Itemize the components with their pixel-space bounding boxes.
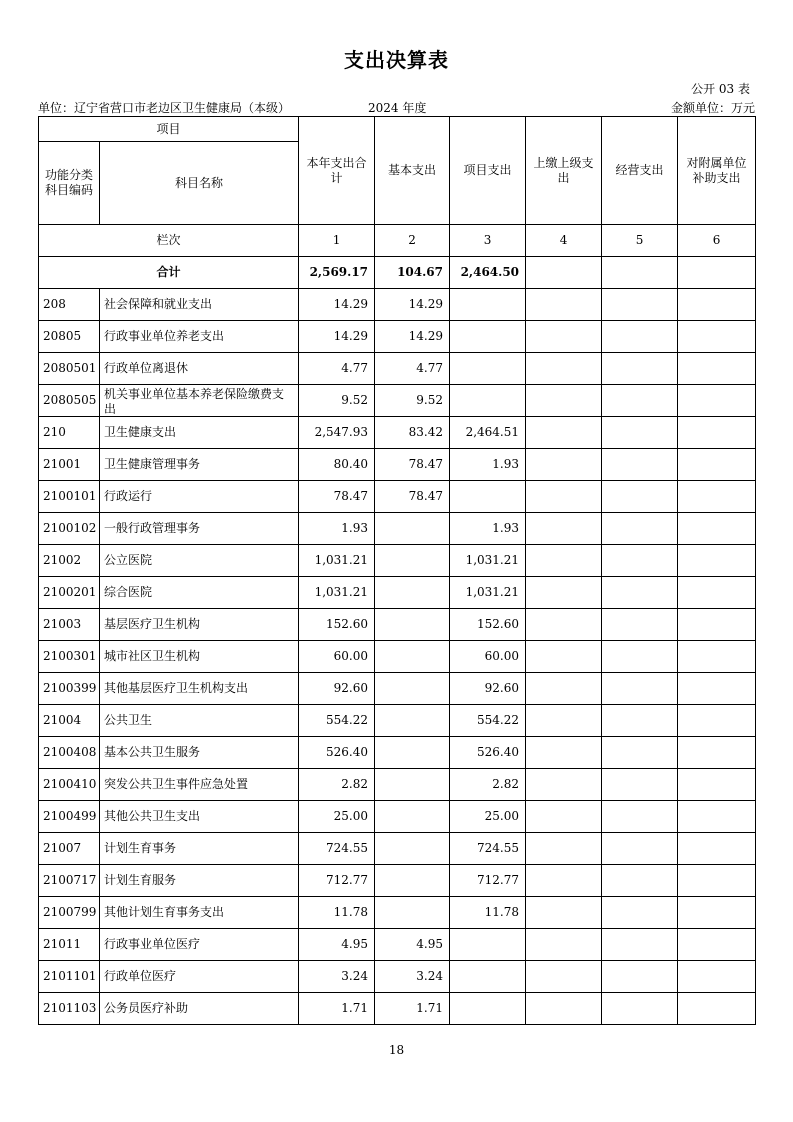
row-project <box>450 481 526 513</box>
row-subsidy <box>678 545 756 577</box>
row-code: 210 <box>39 417 100 449</box>
row-business <box>602 289 678 321</box>
row-subsidy <box>678 737 756 769</box>
row-total: 14.29 <box>299 289 375 321</box>
row-name <box>100 321 299 353</box>
row-upper <box>526 481 602 513</box>
row-name-text: 公共卫生 <box>104 713 153 727</box>
row-upper <box>526 641 602 673</box>
row-business <box>602 929 678 961</box>
row-project: 2,464.51 <box>450 417 526 449</box>
sequence-number: 5 <box>602 225 678 257</box>
row-total: 14.29 <box>299 321 375 353</box>
row-subsidy <box>678 801 756 833</box>
row-subsidy <box>678 833 756 865</box>
row-business <box>602 897 678 929</box>
row-total: 80.40 <box>299 449 375 481</box>
row-name <box>100 481 299 513</box>
row-name-text: 基本公共卫生服务 <box>104 745 201 759</box>
row-total: 11.78 <box>299 897 375 929</box>
row-upper <box>526 993 602 1025</box>
form-number: 公开 03 表 <box>691 82 750 96</box>
row-code: 2100201 <box>39 577 100 609</box>
header-basic: 基本支出 <box>375 117 450 225</box>
row-code: 2100410 <box>39 769 100 801</box>
total-business <box>602 257 678 289</box>
row-project <box>450 289 526 321</box>
row-name <box>100 385 299 417</box>
row-basic: 1.71 <box>375 993 450 1025</box>
row-basic: 4.95 <box>375 929 450 961</box>
table-row <box>39 481 756 513</box>
row-subsidy <box>678 897 756 929</box>
row-project: 152.60 <box>450 609 526 641</box>
row-code: 21011 <box>39 929 100 961</box>
row-upper <box>526 417 602 449</box>
row-code: 2100102 <box>39 513 100 545</box>
total-project: 2,464.50 <box>450 257 526 289</box>
row-subsidy <box>678 577 756 609</box>
table-row <box>39 993 756 1025</box>
row-name-text: 社会保障和就业支出 <box>104 297 213 311</box>
row-upper <box>526 513 602 545</box>
row-business <box>602 449 678 481</box>
row-business <box>602 609 678 641</box>
row-name-text: 城市社区卫生机构 <box>104 649 201 663</box>
row-code: 2100301 <box>39 641 100 673</box>
row-name <box>100 865 299 897</box>
row-name <box>100 993 299 1025</box>
row-name-text: 机关事业单位基本养老保险缴费支出 <box>104 386 285 415</box>
sequence-number: 2 <box>375 225 450 257</box>
row-business <box>602 961 678 993</box>
row-upper <box>526 577 602 609</box>
row-total: 1.71 <box>299 993 375 1025</box>
row-name <box>100 513 299 545</box>
row-code: 2100799 <box>39 897 100 929</box>
sequence-number: 3 <box>450 225 526 257</box>
row-name-text: 行政单位医疗 <box>104 969 177 983</box>
row-basic <box>375 897 450 929</box>
row-name-text: 一般行政管理事务 <box>104 521 201 535</box>
sequence-label: 栏次 <box>39 225 299 257</box>
row-name <box>100 449 299 481</box>
row-code: 2101101 <box>39 961 100 993</box>
table-row <box>39 961 756 993</box>
row-subsidy <box>678 417 756 449</box>
header-project: 项目支出 <box>450 117 526 225</box>
row-subsidy <box>678 961 756 993</box>
table-row <box>39 449 756 481</box>
row-name-text: 计划生育服务 <box>104 873 177 887</box>
row-total: 1,031.21 <box>299 545 375 577</box>
row-upper <box>526 353 602 385</box>
row-upper <box>526 801 602 833</box>
row-project: 554.22 <box>450 705 526 737</box>
row-basic <box>375 609 450 641</box>
row-basic <box>375 641 450 673</box>
row-name-text: 公立医院 <box>104 553 153 567</box>
row-business <box>602 833 678 865</box>
row-total: 25.00 <box>299 801 375 833</box>
row-basic <box>375 769 450 801</box>
row-basic: 78.47 <box>375 449 450 481</box>
row-project <box>450 385 526 417</box>
reporting-unit: 单位：辽宁省营口市老边区卫生健康局（本级） <box>38 101 291 115</box>
row-name <box>100 673 299 705</box>
row-subsidy <box>678 289 756 321</box>
total-basic: 104.67 <box>375 257 450 289</box>
table-row <box>39 513 756 545</box>
row-name-text: 行政单位离退休 <box>104 361 189 375</box>
header-total: 本年支出合计 <box>299 117 375 225</box>
row-upper <box>526 929 602 961</box>
header-code: 功能分类科目编码 <box>39 142 100 225</box>
row-name <box>100 545 299 577</box>
row-subsidy <box>678 705 756 737</box>
row-basic <box>375 833 450 865</box>
row-subsidy <box>678 865 756 897</box>
row-name <box>100 577 299 609</box>
row-upper <box>526 737 602 769</box>
row-total: 4.95 <box>299 929 375 961</box>
row-business <box>602 865 678 897</box>
row-total: 4.77 <box>299 353 375 385</box>
row-total: 9.52 <box>299 385 375 417</box>
table-row <box>39 865 756 897</box>
table-row <box>39 353 756 385</box>
row-code: 2100399 <box>39 673 100 705</box>
row-name-text: 其他基层医疗卫生机构支出 <box>104 681 249 695</box>
row-code: 2100717 <box>39 865 100 897</box>
fiscal-year: 2024 年度 <box>368 101 427 115</box>
row-basic: 3.24 <box>375 961 450 993</box>
row-code: 2100408 <box>39 737 100 769</box>
row-project <box>450 321 526 353</box>
row-total: 152.60 <box>299 609 375 641</box>
table-row <box>39 737 756 769</box>
sequence-number: 4 <box>526 225 602 257</box>
money-unit: 金额单位：万元 <box>670 101 755 115</box>
table-row <box>39 897 756 929</box>
row-upper <box>526 545 602 577</box>
table-row <box>39 929 756 961</box>
sequence-row <box>39 225 756 257</box>
table-row <box>39 289 756 321</box>
row-total: 78.47 <box>299 481 375 513</box>
row-name <box>100 353 299 385</box>
row-project: 1.93 <box>450 513 526 545</box>
row-subsidy <box>678 353 756 385</box>
row-code: 20805 <box>39 321 100 353</box>
table-row <box>39 417 756 449</box>
row-basic <box>375 801 450 833</box>
row-project: 92.60 <box>450 673 526 705</box>
row-basic <box>375 577 450 609</box>
total-upper <box>526 257 602 289</box>
row-total: 3.24 <box>299 961 375 993</box>
row-business <box>602 353 678 385</box>
row-name-text: 行政事业单位养老支出 <box>104 329 225 343</box>
row-business <box>602 321 678 353</box>
row-business <box>602 993 678 1025</box>
row-name-text: 其他公共卫生支出 <box>104 809 201 823</box>
row-subsidy <box>678 513 756 545</box>
expenditure-table <box>38 116 756 1025</box>
table-row <box>39 801 756 833</box>
row-project: 1,031.21 <box>450 545 526 577</box>
row-basic <box>375 705 450 737</box>
row-project <box>450 929 526 961</box>
table-row <box>39 577 756 609</box>
row-basic: 14.29 <box>375 321 450 353</box>
row-project: 2.82 <box>450 769 526 801</box>
table-row <box>39 833 756 865</box>
row-business <box>602 513 678 545</box>
row-basic <box>375 673 450 705</box>
row-code: 21002 <box>39 545 100 577</box>
row-subsidy <box>678 449 756 481</box>
row-subsidy <box>678 769 756 801</box>
row-code: 2101103 <box>39 993 100 1025</box>
row-business <box>602 705 678 737</box>
row-code: 2080505 <box>39 385 100 417</box>
row-business <box>602 673 678 705</box>
header-item: 项目 <box>39 117 299 142</box>
row-name <box>100 833 299 865</box>
row-total: 712.77 <box>299 865 375 897</box>
row-basic <box>375 865 450 897</box>
row-name-text: 行政运行 <box>104 489 153 503</box>
row-upper <box>526 609 602 641</box>
row-subsidy <box>678 673 756 705</box>
row-project <box>450 353 526 385</box>
row-code: 2080501 <box>39 353 100 385</box>
row-name <box>100 737 299 769</box>
meta-row <box>38 99 755 115</box>
row-upper <box>526 673 602 705</box>
page-number: 18 <box>388 1043 405 1057</box>
row-subsidy <box>678 385 756 417</box>
table-row <box>39 641 756 673</box>
row-upper <box>526 289 602 321</box>
row-upper <box>526 449 602 481</box>
header-subsidy: 对附属单位补助支出 <box>678 117 756 225</box>
row-subsidy <box>678 641 756 673</box>
row-subsidy <box>678 609 756 641</box>
row-name <box>100 801 299 833</box>
row-upper <box>526 865 602 897</box>
row-total: 1.93 <box>299 513 375 545</box>
row-name <box>100 769 299 801</box>
row-name <box>100 289 299 321</box>
row-name-text: 基层医疗卫生机构 <box>104 617 201 631</box>
row-total: 60.00 <box>299 641 375 673</box>
total-subsidy <box>678 257 756 289</box>
row-total: 2,547.93 <box>299 417 375 449</box>
row-name-text: 行政事业单位医疗 <box>104 937 201 951</box>
row-name <box>100 417 299 449</box>
table-row <box>39 673 756 705</box>
row-name-text: 卫生健康管理事务 <box>104 457 201 471</box>
total-label: 合计 <box>39 257 299 289</box>
row-code: 21003 <box>39 609 100 641</box>
table-row <box>39 385 756 417</box>
row-name <box>100 641 299 673</box>
row-upper <box>526 321 602 353</box>
row-name-text: 公务员医疗补助 <box>104 1001 189 1015</box>
row-upper <box>526 961 602 993</box>
row-project: 1.93 <box>450 449 526 481</box>
row-project <box>450 961 526 993</box>
row-business <box>602 737 678 769</box>
row-project: 1,031.21 <box>450 577 526 609</box>
row-subsidy <box>678 929 756 961</box>
row-name-text: 计划生育事务 <box>104 841 177 855</box>
row-subsidy <box>678 321 756 353</box>
row-total: 724.55 <box>299 833 375 865</box>
row-name <box>100 961 299 993</box>
row-basic: 83.42 <box>375 417 450 449</box>
total-amount: 2,569.17 <box>299 257 375 289</box>
row-code: 2100499 <box>39 801 100 833</box>
row-basic: 4.77 <box>375 353 450 385</box>
row-project: 25.00 <box>450 801 526 833</box>
row-upper <box>526 769 602 801</box>
row-upper <box>526 705 602 737</box>
row-code: 21004 <box>39 705 100 737</box>
table-row <box>39 705 756 737</box>
sequence-number: 1 <box>299 225 375 257</box>
row-total: 92.60 <box>299 673 375 705</box>
row-project: 526.40 <box>450 737 526 769</box>
row-business <box>602 417 678 449</box>
row-name <box>100 705 299 737</box>
row-basic <box>375 545 450 577</box>
page-title: 支出决算表 <box>344 48 449 72</box>
header-upper: 上缴上级支出 <box>526 117 602 225</box>
row-basic <box>375 737 450 769</box>
row-code: 21007 <box>39 833 100 865</box>
row-business <box>602 577 678 609</box>
row-project: 712.77 <box>450 865 526 897</box>
row-name-text: 综合医院 <box>104 585 153 599</box>
row-upper <box>526 385 602 417</box>
row-name-text: 突发公共卫生事件应急处置 <box>104 777 249 791</box>
row-basic: 78.47 <box>375 481 450 513</box>
table-row <box>39 769 756 801</box>
row-total: 554.22 <box>299 705 375 737</box>
row-business <box>602 769 678 801</box>
row-business <box>602 481 678 513</box>
row-upper <box>526 833 602 865</box>
row-project: 11.78 <box>450 897 526 929</box>
row-code: 21001 <box>39 449 100 481</box>
row-name <box>100 609 299 641</box>
row-business <box>602 385 678 417</box>
row-name <box>100 897 299 929</box>
row-project: 60.00 <box>450 641 526 673</box>
row-business <box>602 545 678 577</box>
table-row <box>39 321 756 353</box>
row-project: 724.55 <box>450 833 526 865</box>
row-total: 1,031.21 <box>299 577 375 609</box>
row-name <box>100 929 299 961</box>
row-project <box>450 993 526 1025</box>
table-row <box>39 545 756 577</box>
row-upper <box>526 897 602 929</box>
row-subsidy <box>678 481 756 513</box>
row-subsidy <box>678 993 756 1025</box>
row-total: 2.82 <box>299 769 375 801</box>
header-business: 经营支出 <box>602 117 678 225</box>
row-code: 208 <box>39 289 100 321</box>
row-name-text: 其他计划生育事务支出 <box>104 905 225 919</box>
row-business <box>602 641 678 673</box>
row-business <box>602 801 678 833</box>
total-row <box>39 257 756 289</box>
row-basic: 9.52 <box>375 385 450 417</box>
row-basic <box>375 513 450 545</box>
table-row <box>39 609 756 641</box>
row-basic: 14.29 <box>375 289 450 321</box>
row-total: 526.40 <box>299 737 375 769</box>
sequence-number: 6 <box>678 225 756 257</box>
row-name-text: 卫生健康支出 <box>104 425 177 439</box>
header-name: 科目名称 <box>100 142 299 225</box>
row-code: 2100101 <box>39 481 100 513</box>
